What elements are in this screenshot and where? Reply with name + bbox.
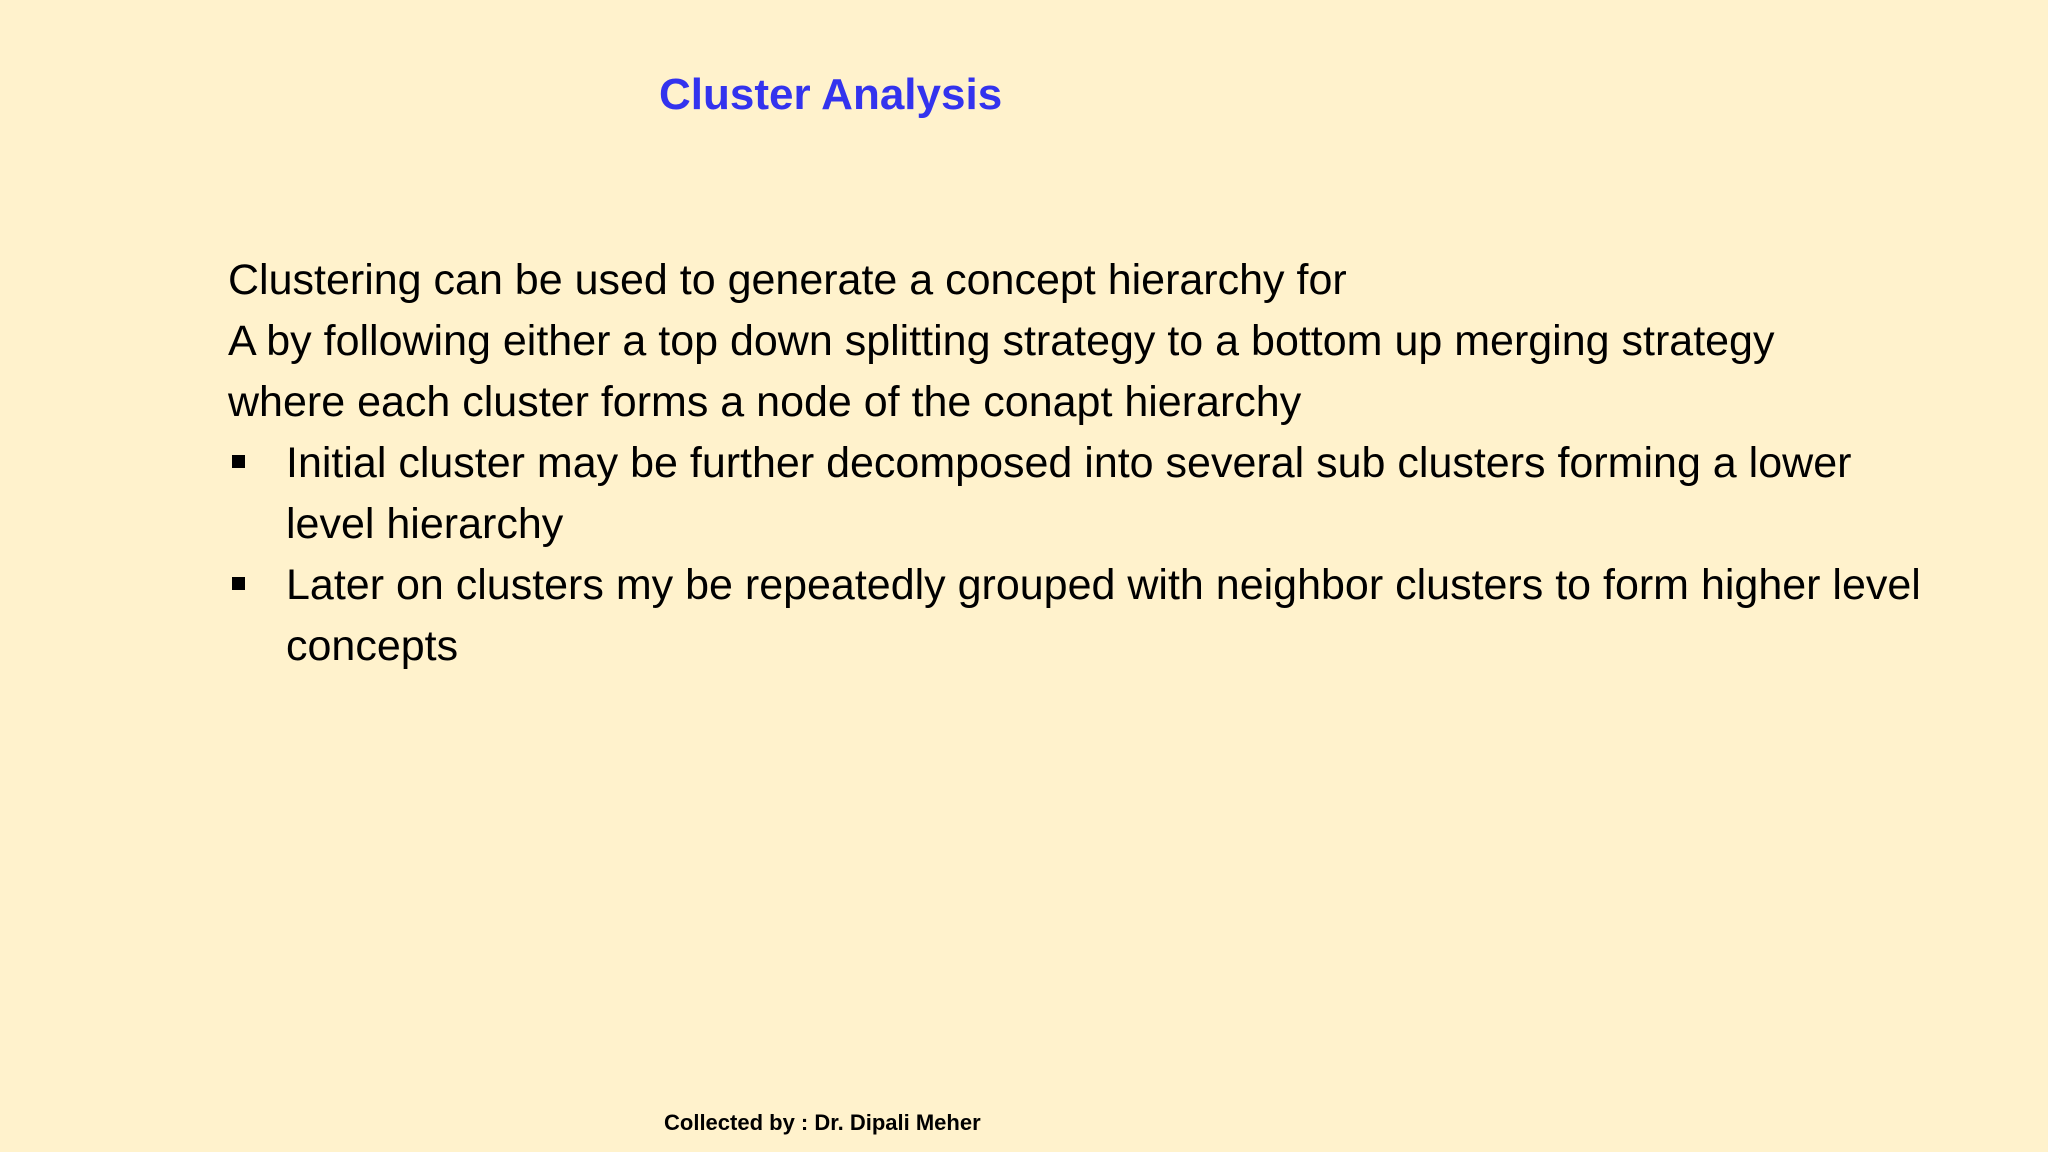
slide-body	[228, 250, 1988, 677]
paragraph-line: where each cluster forms a node of the conapt hierarchy	[228, 378, 1302, 426]
bullet-text: Initial cluster may be further decomposed into several sub clusters forming a lower level hierarchy	[286, 439, 1852, 548]
paragraph-line: A by following either a top down splitting strategy to a bottom up merging strategy	[228, 317, 1775, 365]
bullet-list	[228, 433, 1988, 677]
slide-title: Cluster Analysis	[659, 70, 1003, 119]
bullet-item	[228, 555, 1926, 677]
paragraph-line: Clustering can be used to generate a concept hierarchy for	[228, 256, 1347, 304]
bullet-text: Later on clusters my be repeatedly grouped with neighbor clusters to form higher level concepts	[286, 561, 1921, 670]
square-bullet-icon	[232, 455, 245, 468]
square-bullet-icon	[232, 577, 245, 590]
bullet-item	[228, 433, 1926, 555]
footer-credit: Collected by : Dr. Dipali Meher	[664, 1110, 981, 1135]
